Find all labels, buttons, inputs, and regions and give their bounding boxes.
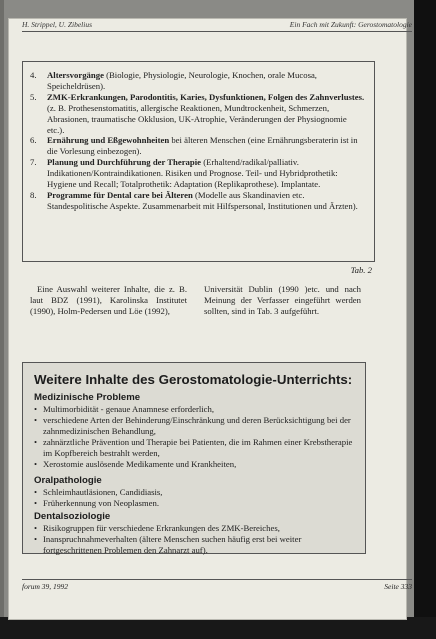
list-item: • Schleimhautläsionen, Candidiasis, xyxy=(34,487,163,497)
running-header xyxy=(22,20,412,32)
list-item: • Früherkennung von Neoplasmen. xyxy=(34,497,160,508)
table-item xyxy=(30,135,366,157)
item-number: 5. xyxy=(30,91,37,102)
table-label: Tab. 2 xyxy=(350,265,372,275)
page-footer xyxy=(22,582,412,591)
section-list-oralpathologie xyxy=(34,487,360,509)
section-heading-dentalsoziologie: Dentalsoziologie xyxy=(34,511,111,522)
body-column-left: Eine Auswahl weiterer Inhalte, die z. B. laut BDZ (1991), Karolinska Institutet (1990), Holm-Pedersen und Löe (1992), xyxy=(30,284,187,316)
list-item: • verschiedene Arten der Behinderung/Einschränkung und deren Berücksichtigung bei der zahnmedizinischen Behandlung, xyxy=(34,414,351,436)
item-text: bei älteren Menschen (eine Ernährungsberaterin ist in die Vorlesung einbezogen). xyxy=(47,135,358,157)
item-text: (z. B. Prothesenstomatitis, allergische Reaktionen, Mundtrockenheit, Schmerzen, Abrasionen, traumatische Okklusion, UK-Atrophie, Veränderungen der Physiognomie etc.). xyxy=(47,102,347,135)
footer-journal: forum 39, 1992 xyxy=(22,582,69,591)
item-title: Programme für Dental care bei Älteren xyxy=(47,189,193,200)
header-authors: H. Strippel, U. Zibelius xyxy=(22,20,93,29)
item-title: Planung und Durchführung der Therapie xyxy=(47,157,202,168)
item-number: 4. xyxy=(30,70,37,80)
section-list-medizin xyxy=(34,404,360,469)
header-title: Ein Fach mit Zukunft: Gerostomatologie xyxy=(289,20,412,29)
bullet-icon: • xyxy=(34,523,38,533)
scan-edge-left xyxy=(0,0,4,639)
item-number: 6. xyxy=(30,135,37,146)
bullet-icon: • xyxy=(34,487,38,497)
bullet-icon: • xyxy=(34,533,38,544)
bullet-icon: • xyxy=(34,497,38,508)
scan-edge-bottom xyxy=(0,617,436,639)
bullet-icon: • xyxy=(34,414,38,425)
bullet-icon: • xyxy=(34,458,38,469)
item-text: (Biologie, Physiologie, Neurologie, Knochen, orale Mucosa, Speicheldrüsen). xyxy=(47,70,317,91)
item-text: (Erhaltend/radikal/palliativ. Indikationen/Kontraindikationen. Risiken und Prognose. Teil- und Hybridprothetik: Hygiene und Recall; Totalprothetik: Adaptation (Replikaprothese). Implantate. xyxy=(47,157,338,190)
list-item: • Inanspruchnahmeverhalten (ältere Menschen suchen häufig erst bei weiter fortgeschrittenen Problemen den Zahnarzt auf). xyxy=(34,533,302,555)
list-item: • Risikogruppen für verschiedene Erkrankungen des ZMK-Bereiches, xyxy=(34,523,280,533)
item-number: 8. xyxy=(30,189,37,200)
list-item: • Xerostomie auslösende Medikamente und Krankheiten, xyxy=(34,458,237,469)
bullet-icon: • xyxy=(34,404,38,414)
item-title: ZMK-Erkrankungen, Parodontitis, Karies, Dysfunktionen, Folgen des Zahnverlustes. xyxy=(47,91,365,102)
table-item xyxy=(30,157,366,190)
list-item: • zahnärztliche Prävention und Therapie bei Patienten, die im Rahmen einer Krebstherapie im Kopfbereich bestrahlt werden, xyxy=(34,436,353,458)
bullet-icon: • xyxy=(34,436,38,447)
item-title: Altersvorgänge xyxy=(47,70,104,80)
box-title: Weitere Inhalte des Gerostomatologie-Unterrichts: xyxy=(34,372,353,387)
table-item xyxy=(30,190,366,212)
section-heading-medizin: Medizinische Probleme xyxy=(34,392,141,403)
footer-page-number: Seite 333 xyxy=(384,582,412,591)
item-number: 7. xyxy=(30,157,37,168)
scan-edge-right xyxy=(414,0,436,639)
item-title: Ernährung und Eßgewohnheiten xyxy=(47,135,170,146)
list-item: • Multimorbidität - genaue Anamnese erforderlich, xyxy=(34,404,215,414)
section-list-dentalsoziologie xyxy=(34,523,360,556)
item-text: (Modelle aus Skandinavien etc. Standespolitische Aspekte. Zusammenarbeit mit Hilfspersonal, Institutionen und Ärzten). xyxy=(47,189,358,211)
section-heading-oralpathologie: Oralpathologie xyxy=(34,475,102,486)
footer-rule xyxy=(22,579,412,580)
table-2-list xyxy=(30,70,366,212)
table-item xyxy=(30,70,366,92)
table-item xyxy=(30,92,366,136)
body-column-right: Universität Dublin (1990 )etc. und nach Meinung der Verfasser eingeführt werden sollten, sind in Tab. 3 aufgeführt. xyxy=(204,284,361,316)
